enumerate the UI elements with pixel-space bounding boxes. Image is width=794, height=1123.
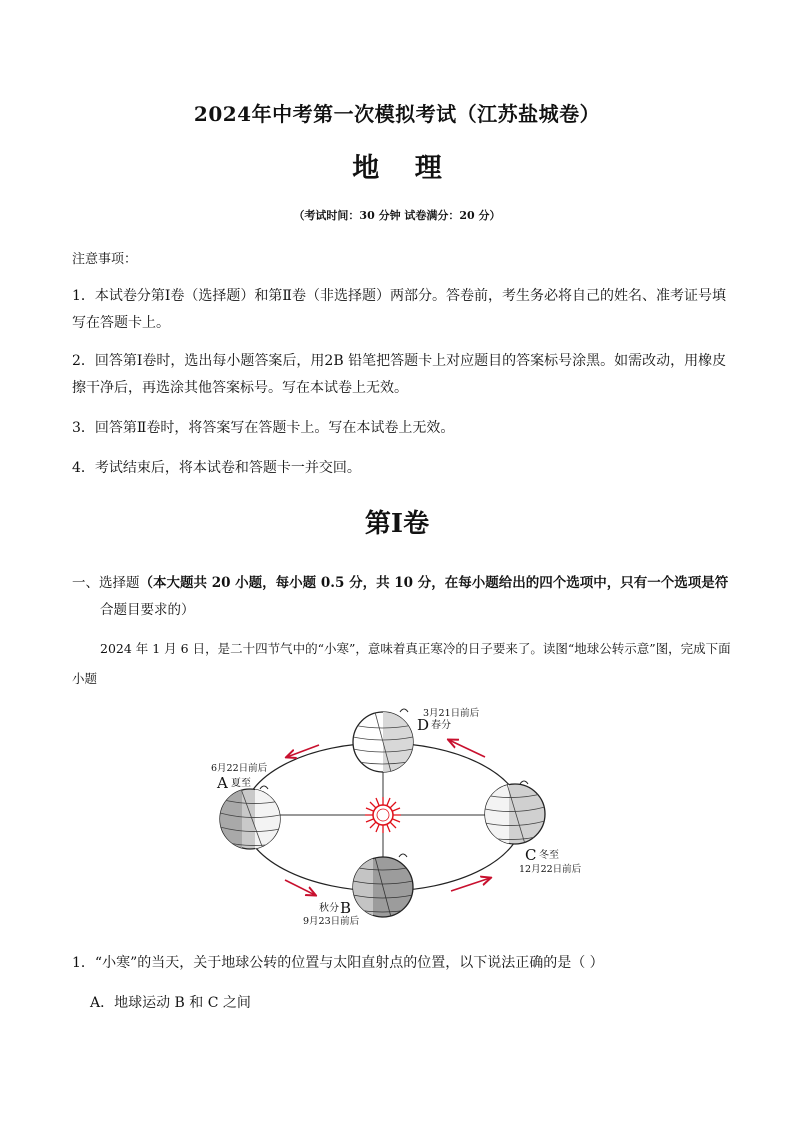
label-c-date: 12月22日前后 [519, 864, 582, 875]
question-1-stem: 1．“小寒”的当天，关于地球公转的位置与太阳直射点的位置，以下说法正确的是（ ） [72, 955, 604, 971]
earth-orbit-diagram [195, 697, 595, 927]
label-c-term: 冬至 [539, 850, 559, 861]
mcq-heading [72, 570, 732, 624]
section-title: 第Ⅰ卷 [364, 509, 430, 539]
arrow-a-to-b [285, 880, 315, 895]
label-d-date: 3月21日前后 [423, 708, 480, 719]
label-a-term: 夏至 [231, 778, 251, 789]
label-b-date: 9月23日前后 [303, 916, 360, 927]
label-b-letter: B [340, 899, 352, 917]
arrow-d-to-a [287, 745, 319, 757]
note-item-1: 1．本试卷分第Ⅰ卷（选择题）和第Ⅱ卷（非选择题）两部分。答卷前，考生务必将自己的姓名、准考证号填写在答题卡上。 [72, 288, 726, 331]
exam-title: 2024年中考第一次模拟考试（江苏盐城卷） [193, 102, 601, 126]
earth-position-d [353, 709, 413, 772]
earth-position-a [220, 786, 280, 849]
mcq-instructions-cont: 合题目要求的） [100, 602, 195, 618]
note-item-2: 2．回答第Ⅰ卷时，选出每小题答案后，用2B 铅笔把答题卡上对应题目的答案标号涂黑。如需改动，用橡皮擦干净后，再选涂其他答案标号。写在本试卷上无效。 [72, 353, 727, 396]
label-c-letter: C [525, 846, 537, 864]
question-1-option-a[interactable]: A．地球运动 B 和 C 之间 [90, 995, 251, 1011]
mcq-label: 一、选择题 [72, 575, 140, 591]
question-intro: 2024 年 1 月 6 日，是二十四节气中的“小寒”，意味着真正寒冷的日子要来了。读图“地球公转示意”图，完成下面小题 [72, 641, 731, 686]
label-d-letter: D [417, 716, 430, 734]
label-a-date: 6月22日前后 [211, 763, 268, 774]
arrow-c-to-d [449, 740, 485, 757]
notes-heading: 注意事项： [72, 252, 138, 267]
earth-position-c [485, 781, 545, 844]
label-d-term: 春分 [431, 720, 451, 731]
label-a-letter: A [217, 774, 228, 792]
exam-info: （考试时间：30 分钟 试卷满分：20 分） [293, 209, 501, 222]
sun-icon [365, 797, 401, 833]
earth-position-b [353, 854, 413, 917]
subject-title: 地 理 [352, 153, 442, 184]
note-item-4: 4．考试结束后，将本试卷和答题卡一并交回。 [72, 460, 361, 476]
note-item-3: 3．回答第Ⅱ卷时，将答案写在答题卡上。写在本试卷上无效。 [72, 420, 455, 436]
mcq-instructions: （本大题共 20 小题，每小题 0.5 分，共 10 分，在每小题给出的四个选项中，只有一个选项是符 [139, 575, 729, 591]
label-b-term: 秋分 [319, 903, 339, 914]
